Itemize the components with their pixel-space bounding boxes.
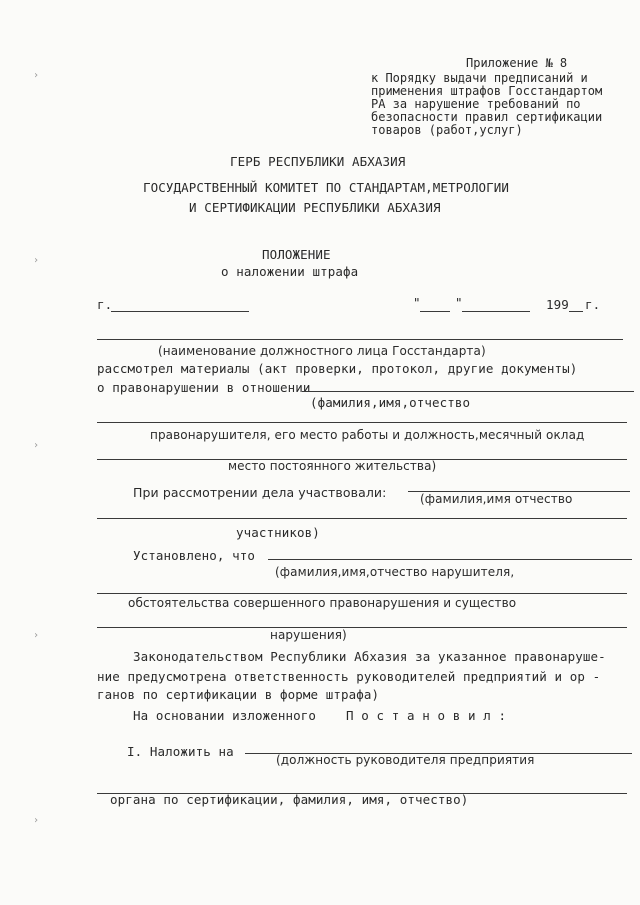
day-field-line[interactable]	[420, 311, 450, 312]
offender-caption: правонарушителя, его место работы и должность,месячный оклад	[150, 428, 585, 442]
scan-speck: ›	[33, 255, 40, 266]
date-quote-close: "	[455, 295, 463, 310]
city-field-line[interactable]	[111, 311, 249, 312]
offense-line: о правонарушении в отношении	[97, 380, 311, 395]
appendix-line-4: безопасности правил сертификации	[371, 110, 603, 124]
violator-caption: (фамилия,имя,отчество нарушителя,	[275, 565, 515, 579]
circumstances-field-line[interactable]	[97, 627, 627, 628]
decided-label: П о с т а н о в и л :	[346, 708, 507, 723]
item1-caption-2: органа по сертификации, фамилия, имя, отчество)	[110, 792, 469, 807]
basis-label: На основании изложенного	[133, 708, 317, 723]
item1-caption: (должность руководителя предприятия	[276, 753, 535, 767]
scan-speck: ›	[33, 815, 40, 826]
offender-field-line-2[interactable]	[97, 422, 627, 423]
participants-caption: (фамилия,имя отчество	[420, 492, 573, 506]
circumstances-caption: обстоятельства совершенного правонарушения и существо	[128, 596, 517, 610]
residence-caption: место постоянного жительства)	[228, 459, 437, 473]
scan-speck: ›	[33, 630, 40, 641]
reviewed-line: рассмотрел материалы (акт проверки, протокол, другие документы)	[97, 361, 578, 376]
scan-speck: ›	[33, 440, 40, 451]
participants-label: При рассмотрении дела участвовали:	[133, 485, 387, 500]
year-field-line[interactable]	[569, 311, 583, 312]
established-field-line[interactable]	[268, 559, 632, 560]
established-label: Установлено, что	[133, 548, 256, 563]
year-suffix: г.	[585, 297, 601, 312]
violation-caption: нарушения)	[270, 628, 347, 642]
appendix-title: Приложение № 8	[466, 56, 568, 70]
violator-field-line-2[interactable]	[97, 593, 627, 594]
appendix-line-1: к Порядку выдачи предписаний и	[371, 71, 588, 85]
appendix-line-5: товаров (работ,услуг)	[371, 123, 523, 137]
appendix-line-3: РА за нарушение требований по	[371, 97, 581, 111]
appendix-line-2: применения штрафов Госстандартом	[371, 84, 603, 98]
city-prefix: г.	[97, 297, 113, 312]
document-title: ПОЛОЖЕНИЕ	[262, 247, 331, 262]
law-line-3: ганов по сертификации в форме штрафа)	[97, 687, 380, 702]
committee-heading-line-1: ГОСУДАРСТВЕННЫЙ КОМИТЕТ ПО СТАНДАРТАМ,МЕТРОЛОГИИ	[143, 180, 510, 195]
month-field-line[interactable]	[462, 311, 530, 312]
item1-label: I. Наложить на	[127, 744, 234, 759]
participants-caption-2: участников)	[236, 525, 320, 540]
scan-speck: ›	[33, 70, 40, 81]
law-line-1: Законодательством Республики Абхазия за указанное правонаруше-	[133, 649, 606, 664]
law-line-2: ние предусмотрена ответственность руководителей предприятий и ор -	[97, 669, 601, 684]
offender-field-line[interactable]	[302, 391, 634, 392]
official-field-line[interactable]	[97, 339, 623, 340]
participants-field-line-2[interactable]	[97, 518, 627, 519]
fio-caption: (фамилия,имя,отчество	[310, 395, 471, 410]
official-caption: (наименование должностного лица Госстандарта)	[158, 344, 486, 358]
committee-heading-line-2: И СЕРТИФИКАЦИИ РЕСПУБЛИКИ АБХАЗИЯ	[189, 200, 441, 215]
year-prefix: 199	[546, 297, 569, 312]
document-subtitle: о наложении штрафа	[221, 264, 359, 279]
date-quote-open: "	[413, 295, 421, 310]
emblem-heading: ГЕРБ РЕСПУБЛИКИ АБХАЗИЯ	[230, 154, 406, 169]
